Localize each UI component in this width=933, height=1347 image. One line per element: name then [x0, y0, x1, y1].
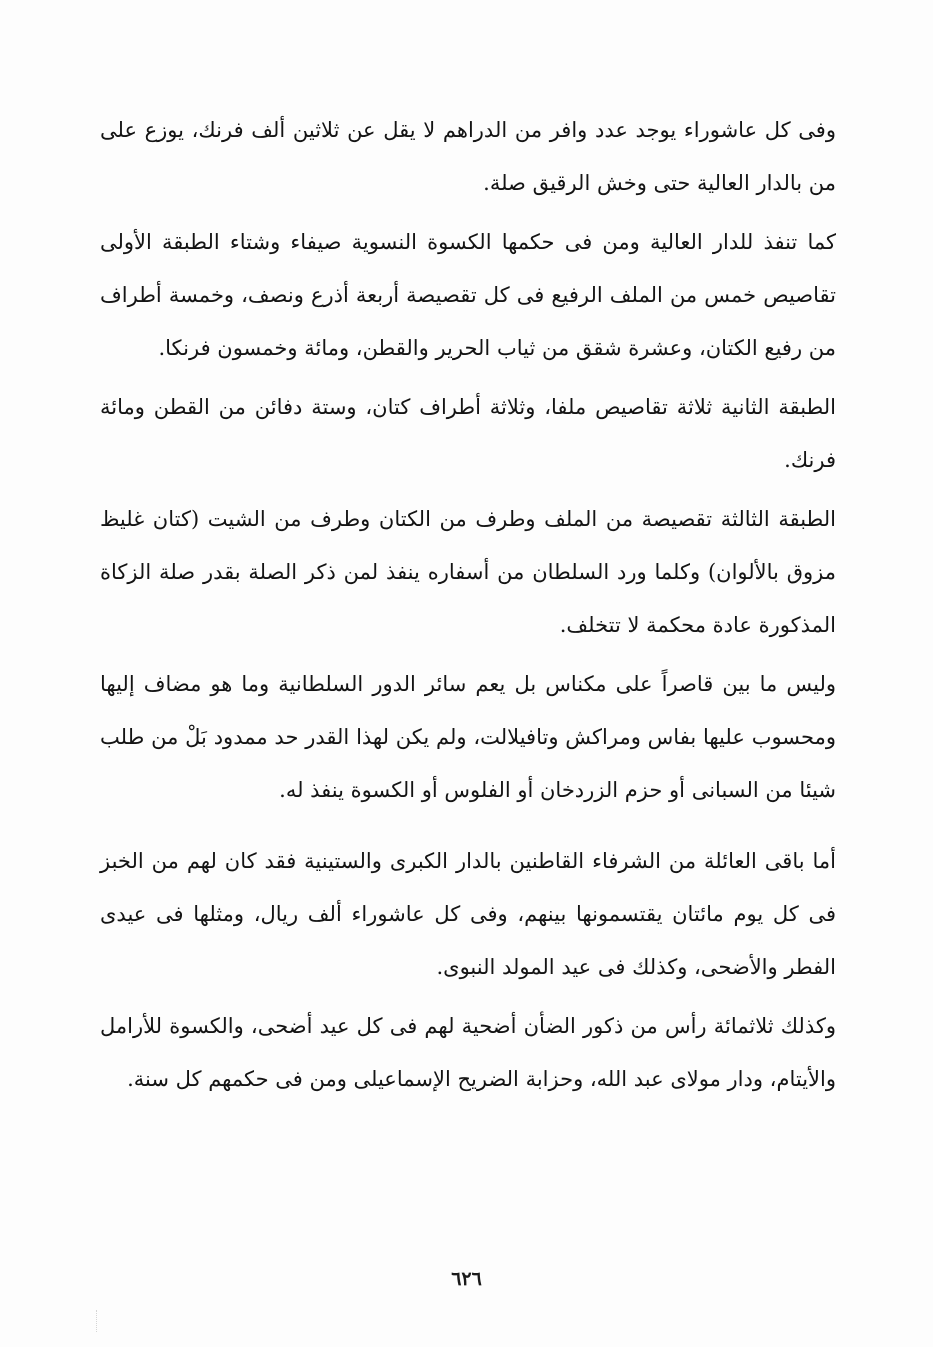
paragraph-clothing-first-class: كما تنفذ للدار العالية ومن فى حكمها الكسوة النسوية صيفاء وشتاء الطبقة الأولى تقاصيص خمس من الملف الرفيع فى كل تقصيصة أربعة أذرع ونصف، وخمسة أطراف من رفيع الكتان، وعشرة شقق من ثياب الحرير والقطن، ومائة وخمسون فرنكا.	[100, 230, 836, 360]
paragraph-sultanate-houses: وليس ما بين قاصراً على مكناس بل يعم سائر الدور السلطانية وما هو مضاف إليها ومحسوب عليها بفاس ومراكش وتافيلالت، ولم يكن لهذا القدر حد ممدود بَلْ من طلب شيئا من السبانى أو حزم الزردخان أو الفلوس أو الكسوة ينفذ له.	[100, 672, 836, 802]
scan-artifact	[96, 1310, 111, 1332]
paragraph-ashura-dirhams: وفى كل عاشوراء يوجد عدد وافر من الدراهم لا يقل عن ثلاثين ألف فرنك، يوزع على من بالدار العالية حتى وخش الرقيق صلة.	[100, 118, 836, 195]
paragraph-second-class: الطبقة الثانية ثلاثة تقاصيص ملفا، وثلاثة أطراف كتان، وستة دفائن من القطن ومائة فرنك.	[100, 395, 836, 472]
paragraph-sacrifice-rams: وكذلك ثلاثمائة رأس من ذكور الضأن أضحية لهم فى كل عيد أضحى، والكسوة للأرامل والأيتام، ودار مولاى عبد الله، وحزابة الضريح الإسماعيلى ومن فى حكمهم كل سنة.	[100, 1014, 836, 1091]
paragraph-third-class: الطبقة الثالثة تقصيصة من الملف وطرف من الكتان وطرف من الشيت (كتان غليظ مزوق بالألوان) وكلما ورد السلطان من أسفاره ينفذ لمن ذكر الصلة بقدر صلة الزكاة المذكورة عادة محكمة لا تتخلف.	[100, 507, 836, 637]
page-body-text	[100, 104, 836, 1106]
paragraph-family-allowance: أما باقى العائلة من الشرفاء القاطنين بالدار الكبرى والستينية فقد كان لهم من الخبز فى كل يوم مائتان يقتسمونها بينهم، وفى كل عاشوراء ألف ريال، ومثلها فى عيدى الفطر والأضحى، وكذلك فى عيد المولد النبوى.	[100, 849, 836, 979]
page-number: ٦٢٦	[451, 1268, 482, 1290]
